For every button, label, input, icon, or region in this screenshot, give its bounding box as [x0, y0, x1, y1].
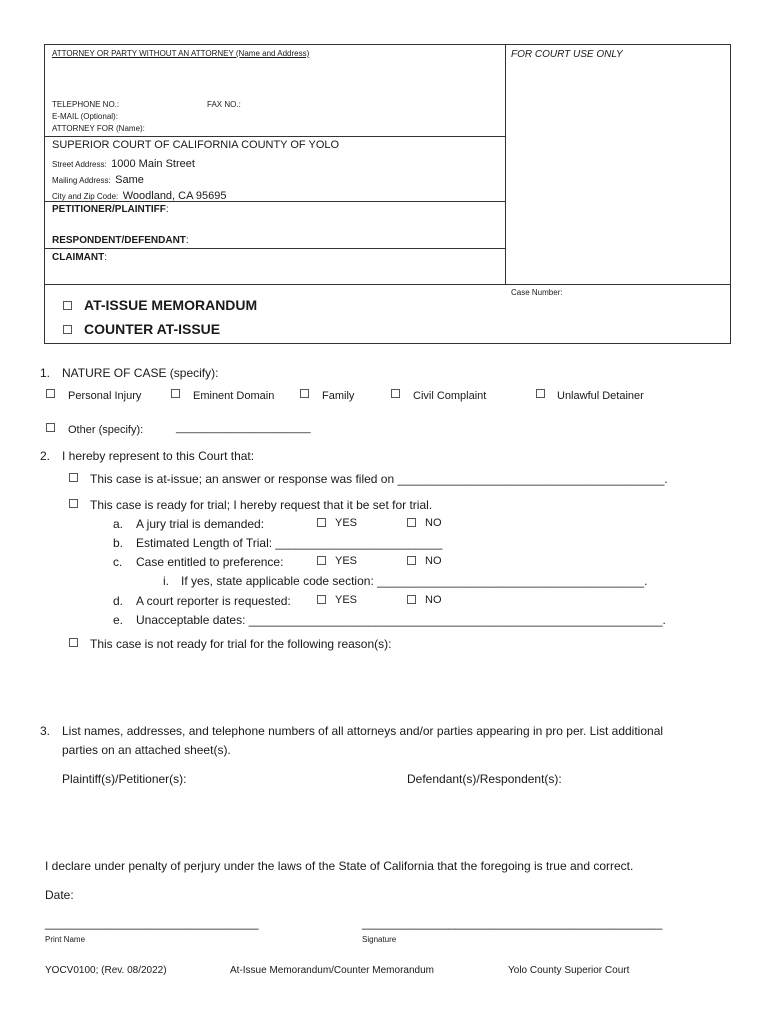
at-issue-text: This case is at-issue; an answer or response was filed on ________________________________________. [90, 472, 668, 486]
city-zip [52, 186, 226, 204]
signature-field[interactable]: _____________________________________________ [362, 916, 663, 930]
preference-yes-checkbox[interactable] [317, 556, 326, 565]
date-label: Date: [45, 888, 74, 902]
unacceptable-dates-text: Unacceptable dates: ______________________________________________________________. [136, 613, 666, 627]
attorney-label: ATTORNEY OR PARTY WITHOUT AN ATTORNEY (Name and Address) [52, 49, 310, 58]
petitioner-colon: : [165, 204, 169, 215]
ready-for-trial-checkbox[interactable] [69, 499, 78, 508]
case-type-checkbox[interactable] [46, 389, 55, 398]
form-title-2: COUNTER AT-ISSUE [84, 321, 221, 337]
section1-heading: NATURE OF CASE (specify): [62, 366, 219, 380]
claimant-label [52, 252, 107, 263]
signature-label: Signature [362, 935, 397, 944]
preference-text: Case entitled to preference: [136, 555, 284, 569]
reporter-yes-checkbox[interactable] [317, 595, 326, 604]
caption-divider-4 [44, 284, 731, 285]
jury-yes-label: YES [335, 517, 358, 529]
other-checkbox[interactable] [46, 423, 55, 432]
item-b-label: b. [113, 536, 124, 550]
other-specify-field[interactable]: ______________________ [176, 422, 311, 434]
section2-heading: I hereby represent to this Court that: [62, 449, 255, 463]
not-ready-text: This case is not ready for trial for the following reason(s): [90, 637, 392, 651]
telephone-label: TELEPHONE NO.: [52, 100, 120, 109]
jury-trial-text: A jury trial is demanded: [136, 517, 265, 531]
case-type-option: Family [322, 390, 355, 402]
ready-for-trial-text: This case is ready for trial; I hereby request that it be set for trial. [90, 498, 433, 512]
email-label: E-MAIL (Optional): [52, 112, 118, 121]
reporter-no-label: NO [425, 594, 442, 606]
attorney-for-label: ATTORNEY FOR (Name): [52, 124, 145, 133]
print-name-field[interactable]: ________________________________ [45, 916, 259, 930]
at-issue-checkbox[interactable] [69, 473, 78, 482]
court-use-label: FOR COURT USE ONLY [511, 49, 623, 60]
respondent-label-text: RESPONDENT/DEFENDANT [52, 235, 186, 246]
case-type-option: Personal Injury [68, 390, 142, 402]
print-name-label: Print Name [45, 935, 86, 944]
item-ci-label: i. [163, 574, 169, 588]
counter-at-issue-checkbox[interactable] [63, 325, 72, 334]
petitioner-label [52, 204, 169, 215]
item-d-label: d. [113, 594, 124, 608]
city-label: City and Zip Code: [52, 192, 119, 201]
case-type-checkbox[interactable] [171, 389, 180, 398]
caption-divider-3 [44, 248, 506, 249]
mailing-value: Same [115, 174, 144, 186]
footer-form-title: At-Issue Memorandum/Counter Memorandum [230, 965, 434, 976]
reporter-yes-label: YES [335, 594, 358, 606]
preference-no-label: NO [425, 555, 442, 567]
section3-line2: parties on an attached sheet(s). [62, 743, 231, 757]
section3-line1: List names, addresses, and telephone numbers of all attorneys and/or parties appearing in pro per. List additional [62, 724, 664, 738]
footer-form-id: YOCV0100; (Rev. 08/2022) [45, 965, 167, 976]
section3-number: 3. [40, 724, 51, 738]
case-type-option: Eminent Domain [193, 390, 275, 402]
case-type-checkbox[interactable] [536, 389, 545, 398]
section2-number: 2. [40, 449, 51, 463]
other-label: Other (specify): [68, 424, 144, 436]
not-ready-checkbox[interactable] [69, 638, 78, 647]
street-label: Street Address: [52, 160, 107, 169]
case-type-checkbox[interactable] [391, 389, 400, 398]
street-value: 1000 Main Street [111, 158, 195, 170]
item-a-label: a. [113, 517, 124, 531]
respondent-label [52, 235, 189, 246]
jury-yes-checkbox[interactable] [317, 518, 326, 527]
defendant-label: Defendant(s)/Respondent(s): [407, 772, 562, 786]
case-type-option: Civil Complaint [413, 390, 487, 402]
preference-no-checkbox[interactable] [407, 556, 416, 565]
preference-yes-label: YES [335, 555, 358, 567]
case-type-option: Unlawful Detainer [557, 390, 644, 402]
jury-no-label: NO [425, 517, 442, 529]
item-c-label: c. [113, 555, 123, 569]
petitioner-label-text: PETITIONER/PLAINTIFF [52, 204, 166, 215]
case-number-label: Case Number: [511, 288, 563, 297]
caption-divider-1 [44, 136, 506, 137]
respondent-colon: : [185, 235, 189, 246]
court-reporter-text: A court reporter is requested: [136, 594, 291, 608]
section1-number: 1. [40, 366, 51, 380]
claimant-colon: : [104, 252, 107, 263]
jury-no-checkbox[interactable] [407, 518, 416, 527]
claimant-label-text: CLAIMANT [52, 252, 105, 263]
at-issue-memorandum-checkbox[interactable] [63, 301, 72, 310]
footer-court: Yolo County Superior Court [508, 965, 630, 976]
mailing-label: Mailing Address: [52, 176, 111, 185]
trial-length-text: Estimated Length of Trial: _________________________ [136, 536, 443, 550]
reporter-no-checkbox[interactable] [407, 595, 416, 604]
city-value: Woodland, CA 95695 [122, 190, 227, 202]
plaintiff-label: Plaintiff(s)/Petitioner(s): [62, 772, 187, 786]
code-section-text: If yes, state applicable code section: ________________________________________. [181, 574, 648, 588]
declaration-text: I declare under penalty of perjury under the laws of the State of California that the foregoing is true and correct. [45, 859, 634, 873]
court-name: SUPERIOR COURT OF CALIFORNIA COUNTY OF YOLO [52, 139, 340, 151]
form-title-1: AT-ISSUE MEMORANDUM [84, 297, 258, 313]
fax-label: FAX NO.: [207, 100, 241, 109]
item-e-label: e. [113, 613, 124, 627]
case-type-checkbox[interactable] [300, 389, 309, 398]
